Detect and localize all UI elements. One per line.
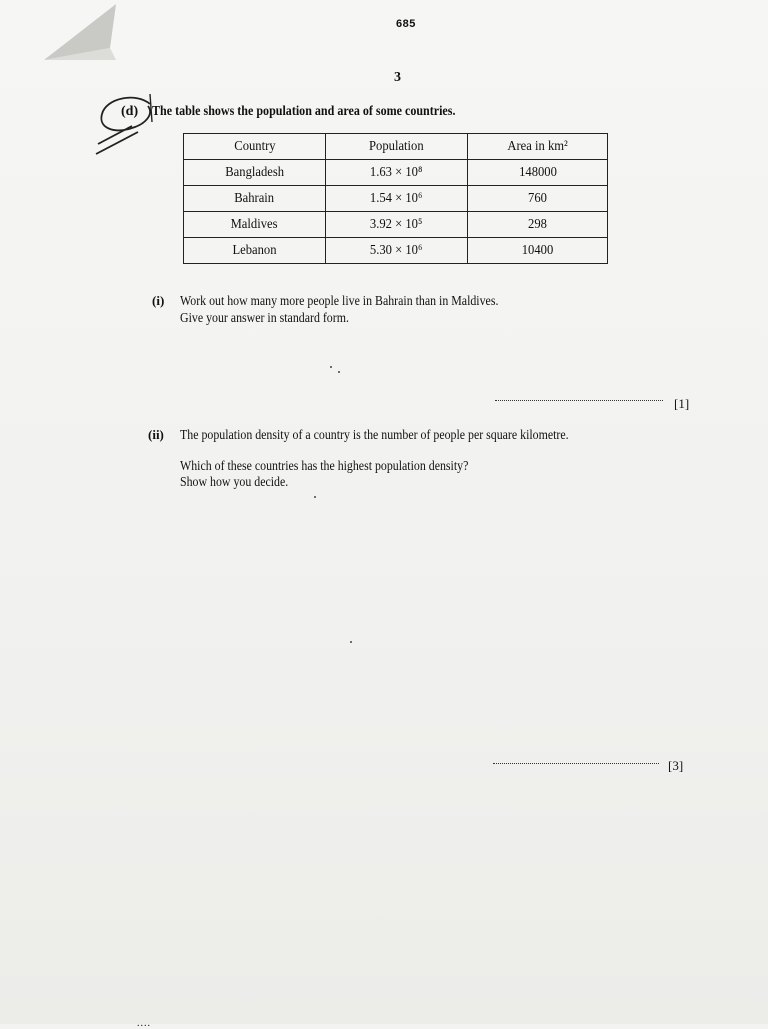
answer-line-i[interactable] <box>495 400 663 401</box>
table-cell: Maldives <box>184 212 326 238</box>
subquestion-i-line1: Work out how many more people live in Bahrain than in Maldives. <box>180 293 499 308</box>
table-cell: 5.30 × 10⁶ <box>326 238 468 264</box>
table-cell: Lebanon <box>184 238 326 264</box>
table-row <box>184 212 608 238</box>
subquestion-ii-line1: The population density of a country is the number of people per square kilometre. <box>180 427 569 442</box>
subquestion-ii-line3: Show how you decide. <box>180 474 289 489</box>
paper-speck <box>314 496 316 498</box>
column-header: Area in km² <box>468 134 608 160</box>
part-label: (d) <box>121 104 139 119</box>
table-row <box>184 186 608 212</box>
marks-ii: [3] <box>668 758 684 773</box>
table-cell: 148000 <box>468 160 608 186</box>
subquestion-i-line2: Give your answer in standard form. <box>180 310 349 325</box>
footer-dots: .... <box>137 1018 151 1029</box>
column-header: Population <box>326 134 468 160</box>
page-number: 685 <box>396 18 416 30</box>
answer-line-ii[interactable] <box>493 763 659 764</box>
table-row <box>184 238 608 264</box>
paper-speck <box>338 371 340 373</box>
question-intro: The table shows the population and area of some countries. <box>152 104 456 119</box>
page-corner-fold <box>44 4 116 60</box>
table-cell: 760 <box>468 186 608 212</box>
column-header: Country <box>184 134 326 160</box>
table-cell: 10400 <box>468 238 608 264</box>
sheet-number: 3 <box>394 70 401 85</box>
subquestion-i-number: (i) <box>152 293 165 308</box>
table-row <box>184 160 608 186</box>
table-cell: Bangladesh <box>184 160 326 186</box>
population-table <box>183 133 608 264</box>
table-cell: 3.92 × 10⁵ <box>326 212 468 238</box>
subquestion-ii-number: (ii) <box>148 427 164 442</box>
subquestion-ii-line2: Which of these countries has the highest population density? <box>180 458 469 473</box>
marks-i: [1] <box>674 396 690 411</box>
paper-speck <box>350 641 352 643</box>
table-cell: 1.54 × 10⁶ <box>326 186 468 212</box>
handwritten-circle-mark <box>92 84 172 164</box>
table-cell: 1.63 × 10⁸ <box>326 160 468 186</box>
table-cell: Bahrain <box>184 186 326 212</box>
table-header-row <box>184 134 608 160</box>
table-cell: 298 <box>468 212 608 238</box>
paper-speck <box>330 366 332 368</box>
